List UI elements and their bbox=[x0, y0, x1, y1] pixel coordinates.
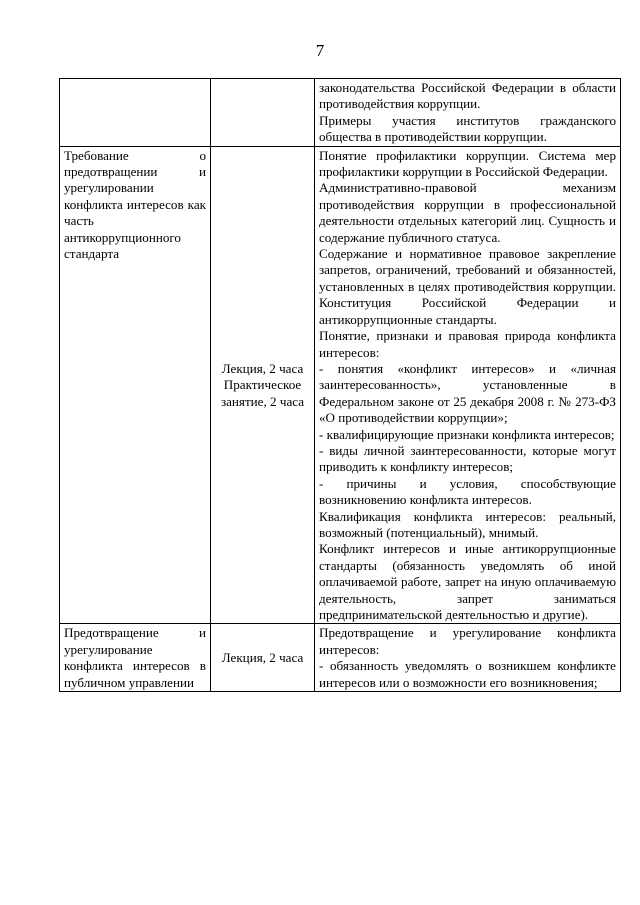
content-paragraph: Административно-правовой механизм противодействия коррупции в профессиональной деятельности отдельных категорий лиц. Сущность и содержание публичного статуса. bbox=[319, 180, 616, 245]
content-paragraph: Примеры участия институтов гражданского общества в противодействии коррупции. bbox=[319, 112, 616, 145]
content-cell bbox=[315, 79, 621, 147]
content-cell bbox=[315, 146, 621, 624]
content-paragraph: Квалификация конфликта интересов: реальный, возможный (потенциальный), мнимый. bbox=[319, 508, 616, 540]
hours-cell bbox=[211, 79, 315, 147]
curriculum-table bbox=[59, 78, 621, 692]
content-paragraph: - виды личной заинтересованности, которые могут приводить к конфликту интересов; bbox=[319, 442, 616, 475]
table-row bbox=[60, 79, 621, 147]
content-paragraph: Понятие, признаки и правовая природа конфликта интересов: bbox=[319, 328, 616, 360]
topic-cell bbox=[60, 79, 211, 147]
hours-cell: Лекция, 2 часа Практическое занятие, 2 часа bbox=[211, 146, 315, 624]
topic-cell: Требование о предотвращении и урегулировании конфликта интересов как часть антикоррупционного стандарта bbox=[60, 146, 211, 624]
content-paragraph: Понятие профилактики коррупции. Система мер профилактики коррупции в Российской Федерации. bbox=[319, 147, 616, 180]
topic-cell: Предотвращение и урегулирование конфликта интересов в публичном управлении bbox=[60, 624, 211, 692]
content-paragraph: законодательства Российской Федерации в области противодействия коррупции. bbox=[319, 80, 616, 112]
content-paragraph: - квалифицирующие признаки конфликта интересов; bbox=[319, 426, 615, 442]
content-paragraph: - причины и условия, способствующие возникновению конфликта интересов. bbox=[319, 475, 616, 508]
content-paragraph: Конфликт интересов и иные антикоррупционные стандарты (обязанность уведомлять об иной оплачиваемой работе, запрет на иную оплачиваемую деятельность, запрет заниматься предпринимательской деятельностью и другие). bbox=[319, 541, 616, 622]
content-paragraph: Предотвращение и урегулирование конфликта интересов: bbox=[319, 625, 616, 657]
content-paragraph: - обязанность уведомлять о возникшем конфликте интересов или о возможности его возникновения; bbox=[319, 658, 616, 690]
content-paragraph: Содержание и нормативное правовое закрепление запретов, ограничений, требований и обязанностей, установленных в целях противодействия коррупции. Конституция Российской Федерации и антикоррупционные стандарты. bbox=[319, 246, 616, 327]
hours-cell: Лекция, 2 часа bbox=[211, 624, 315, 692]
table-row bbox=[60, 146, 621, 624]
table-row bbox=[60, 624, 621, 692]
page-number: 7 bbox=[315, 41, 325, 60]
content-paragraph: - понятия «конфликт интересов» и «личная заинтересованность», установленные в Федеральном законе от 25 декабря 2008 г. № 273-ФЗ «О противодействии коррупции»; bbox=[319, 360, 616, 426]
content-cell bbox=[315, 624, 621, 692]
